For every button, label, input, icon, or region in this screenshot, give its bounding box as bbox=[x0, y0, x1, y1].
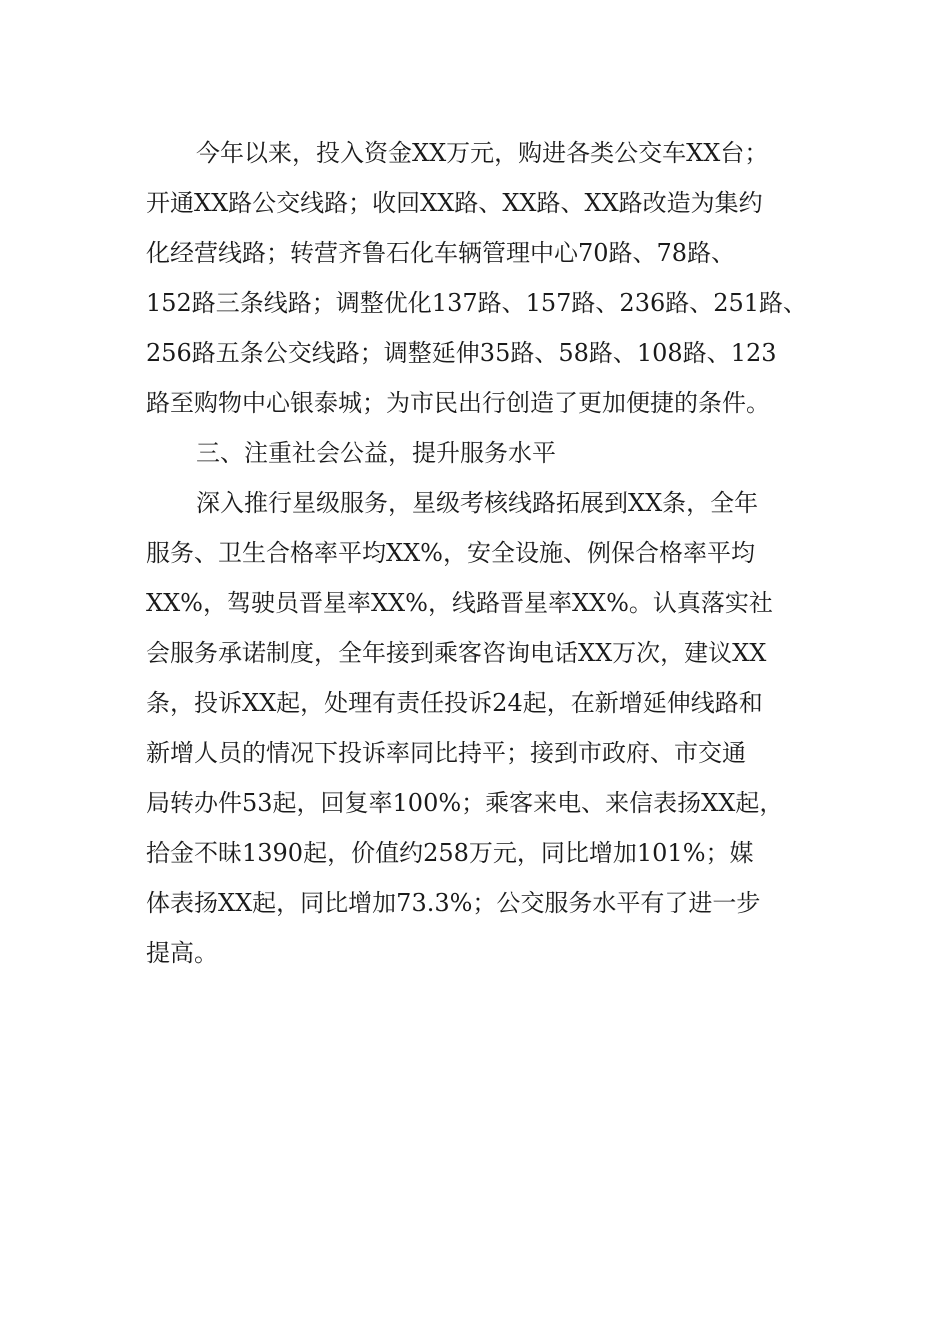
paragraph-1-line-4: 152路三条线路；调整优化137路、157路、236路、251路、 bbox=[146, 289, 808, 317]
paragraph-2-line-9: 体表扬XX起，同比增加73.3%；公交服务水平有了进一步 bbox=[146, 889, 761, 917]
paragraph-1-line-5: 256路五条公交线路；调整延伸35路、58路、108路、123 bbox=[146, 339, 777, 367]
paragraph-2-line-7: 局转办件53起，回复率100%；乘客来电、来信表扬XX起， bbox=[146, 789, 784, 817]
paragraph-2-line-3: XX%，驾驶员晋星率XX%，线路晋星率XX%。认真落实社 bbox=[146, 589, 773, 617]
paragraph-2-line-6: 新增人员的情况下投诉率同比持平；接到市政府、市交通 bbox=[146, 739, 746, 767]
document-body bbox=[146, 128, 826, 978]
paragraph-2-line-10: 提高。 bbox=[146, 939, 218, 967]
paragraph-2-line-1: 深入推行星级服务，星级考核线路拓展到XX条，全年 bbox=[196, 489, 759, 517]
paragraph-2-line-4: 会服务承诺制度，全年接到乘客咨询电话XX万次，建议XX bbox=[146, 639, 767, 667]
paragraph-1-line-3: 化经营线路；转营齐鲁石化车辆管理中心70路、78路、 bbox=[146, 239, 736, 267]
paragraph-2-line-2: 服务、卫生合格率平均XX%，安全设施、例保合格率平均 bbox=[146, 539, 755, 567]
paragraph-1-line-6: 路至购物中心银泰城；为市民出行创造了更加便捷的条件。 bbox=[146, 389, 770, 417]
paragraph-1-line-2: 开通XX路公交线路；收回XX路、XX路、XX路改造为集约 bbox=[146, 189, 763, 217]
paragraph-2-line-5: 条，投诉XX起，处理有责任投诉24起，在新增延伸线路和 bbox=[146, 689, 763, 717]
paragraph-2-line-8: 拾金不昧1390起，价值约258万元，同比增加101%；媒 bbox=[146, 839, 754, 867]
paragraph-1-line-1: 今年以来，投入资金XX万元，购进各类公交车XX台； bbox=[196, 139, 769, 167]
section-heading: 三、注重社会公益，提升服务水平 bbox=[196, 439, 556, 467]
